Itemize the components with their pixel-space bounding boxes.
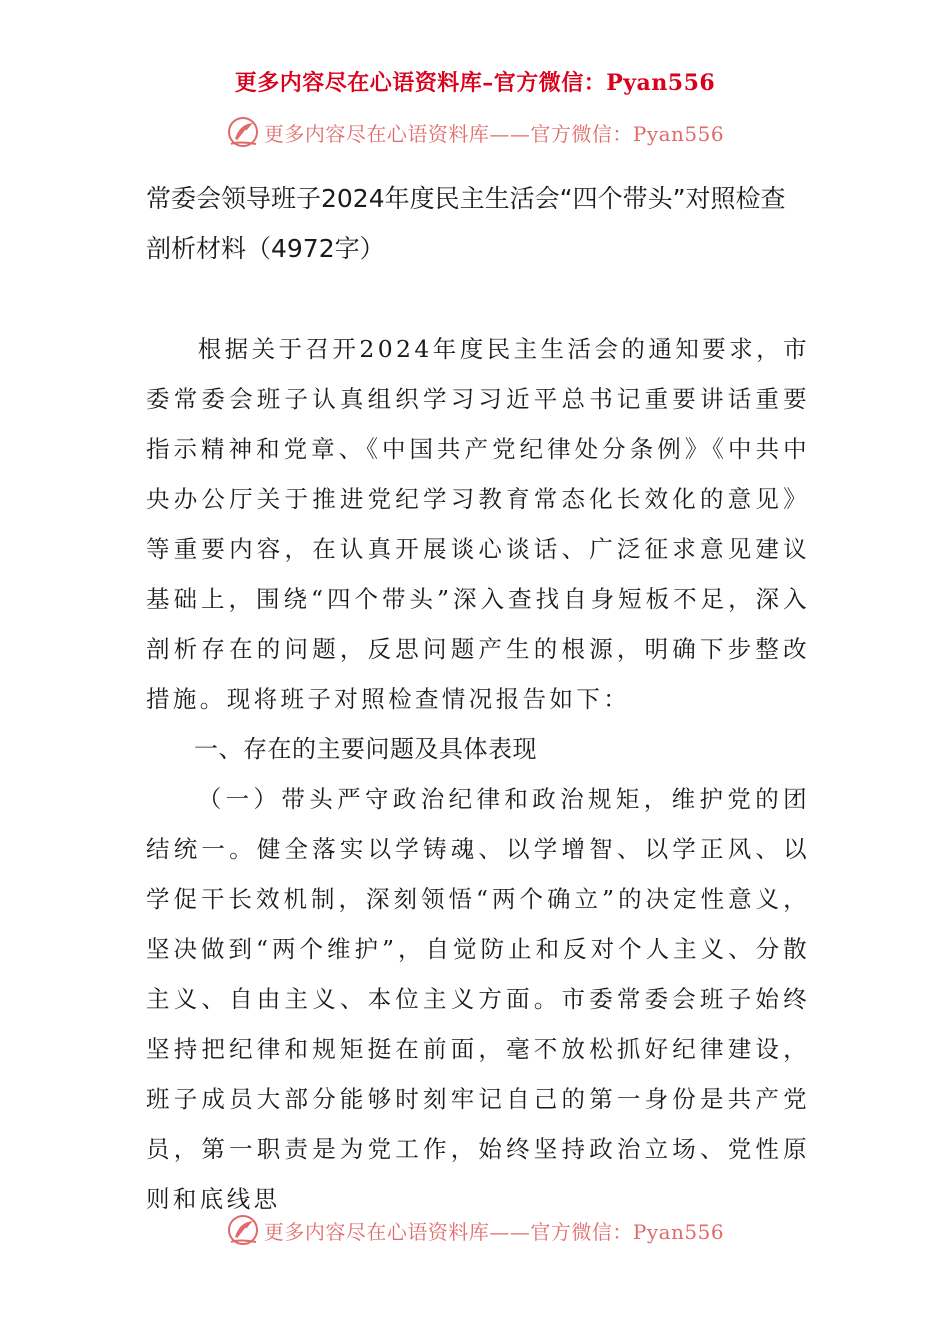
header-banner: 更多内容尽在心语资料库–官方微信：Pyan556: [234, 70, 716, 96]
document-body: [146, 324, 810, 1224]
watermark-top: [0, 112, 950, 152]
watermark-logo-icon: [226, 115, 260, 149]
watermark-logo-icon: [226, 1213, 260, 1247]
watermark-bottom: [0, 1210, 950, 1250]
intro-paragraph: 根据关于召开2024年度民主生活会的通知要求，市委常委会班子认真组织学习习近平总书记重要讲话重要指示精神和党章、《中国共产党纪律处分条例》《中共中央办公厅关于推进党纪学习教育常态化长效化的意见》等重要内容，在认真开展谈心谈话、广泛征求意见建议基础上，围绕“四个带头”深入查找自身短板不足，深入剖析存在的问题，反思问题产生的根源，明确下步整改措施。现将班子对照检查情况报告如下：: [146, 335, 810, 713]
section-paragraph: （一）带头严守政治纪律和政治规矩，维护党的团结统一。健全落实以学铸魂、以学增智、以学正风、以学促干长效机制，深刻领悟“两个确立”的决定性意义，坚决做到“两个维护”，自觉防止和反对个人主义、分散主义、自由主义、本位主义方面。市委常委会班子始终坚持把纪律和规矩挺在前面，毫不放松抓好纪律建设，班子成员大部分能够时刻牢记自己的第一身份是共产党员，第一职责是为党工作，始终坚持政治立场、党性原则和底线思: [146, 785, 810, 1213]
section-heading: 一、存在的主要问题及具体表现: [194, 735, 537, 763]
document-title: 常委会领导班子2024年度民主生活会“四个带头”对照检查剖析材料（4972字）: [146, 184, 786, 263]
watermark-text: 更多内容尽在心语资料库——官方微信：Pyan556: [263, 1219, 725, 1244]
watermark-text: 更多内容尽在心语资料库——官方微信：Pyan556: [263, 121, 725, 146]
